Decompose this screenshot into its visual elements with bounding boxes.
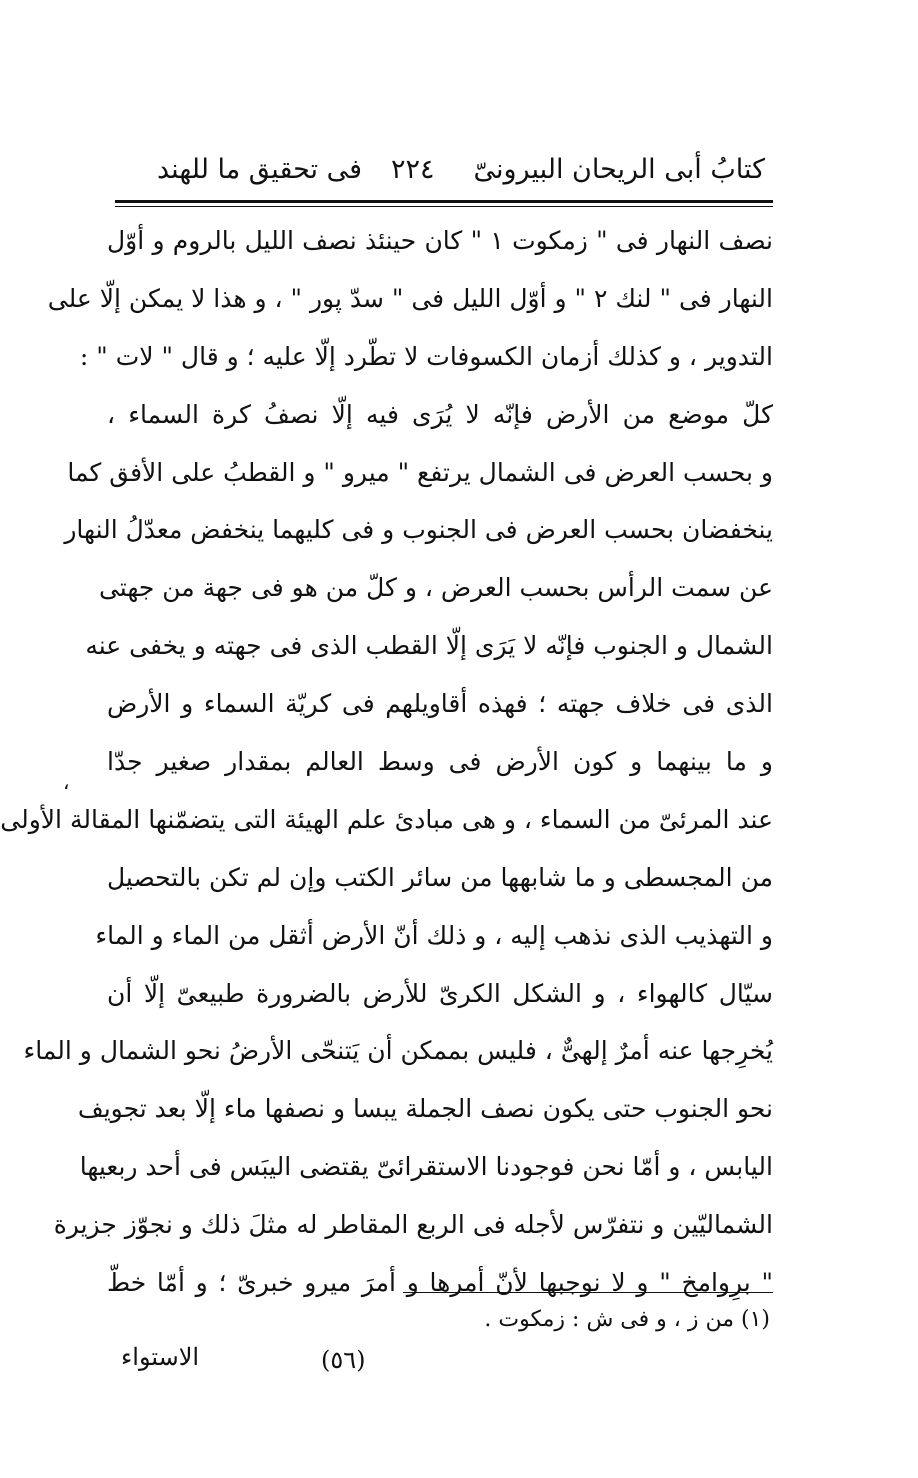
body-text — [0, 212, 774, 1312]
text-line: نحو الجنوب حتى يكون نصف الجملة يبسا و نصفها ماء إلّا بعد تجويف — [77, 1094, 773, 1124]
text-line: الشماليّين و نتفرّس لأجله فى الربع المقاطر له مثلَ ذلك و نجوّز جزيرة — [53, 1210, 773, 1240]
catchword: الاستواء — [121, 1343, 200, 1371]
text-line: يُخرِجها عنه أمرٌ إلهىٌّ ، فليس بممكن أن يَتنحّى الأرضُ نحو الشمال و الماء — [23, 1036, 773, 1066]
page-number: ٢٢٤ — [391, 154, 435, 185]
text-line: سيّال كالهواء ، و الشكل الكرىّ للأرض بالضرورة طبيعىّ إلّا أن — [107, 978, 773, 1008]
text-line: و ما بينهما و كون الأرض فى وسط العالم بمقدار صغير جدّا — [107, 747, 773, 777]
text-line: الشمال و الجنوب فإنّه لا يَرَى إلّا القطب الذى فى جهته و يخفى عنه — [85, 631, 773, 661]
text-line: و بحسب العرض فى الشمال يرتفع " ميرو " و القطبُ على الأفق كما — [67, 457, 773, 487]
signature-mark: (٥٦) — [321, 1346, 366, 1374]
text-line: نصف النهار فى " زمكوت ١ " كان حينئذ نصف الليل بالروم و أوّل — [107, 226, 774, 255]
text-line: عند المرئىّ من السماء ، و هى مبادئ علم الهيئة التى يتضمّنها المقالة الأولى — [0, 804, 773, 834]
text-line: الذى فى خلاف جهته ؛ فهذه أقاويلهم فى كريّة السماء و الأرض — [107, 689, 773, 719]
header-rule-thick — [115, 200, 773, 203]
text-line: " برِوامخ " و لا نوجبها لأنّ أمرها و أمرَ ميرو خبرىّ ؛ و أمّا خطّ — [107, 1268, 773, 1298]
text-line: ينخفضان بحسب العرض فى الجنوب و فى كليهما ينخفض معدّلُ النهار — [64, 515, 773, 545]
footnote: (١) من ز ، و فى ش : زمكوت . — [484, 1307, 770, 1332]
margin-mark: ، — [63, 770, 70, 794]
text-line: و التهذيب الذى نذهب إليه ، و ذلك أنّ الأرض أثقل من الماء و الماء — [95, 920, 773, 950]
text-line: من المجسطى و ما شابهها من سائر الكتب وإن لم تكن بالتحصيل — [107, 862, 773, 892]
text-line: اليابس ، و أمّا نحن فوجودنا الاستقرائىّ يقتضى اليبَس فى أحد ربعيها — [79, 1152, 773, 1182]
text-line: النهار فى " لنك ٢ " و أوّل الليل فى " سدّ پور " ، و هذا لا يمكن إلّا على — [47, 283, 773, 313]
running-subtitle: فى تحقيق ما للهند — [157, 154, 363, 185]
running-head — [121, 150, 773, 194]
header-rule-thin — [115, 206, 773, 207]
text-line: عن سمت الرأس بحسب العرض ، و كلّ من هو فى جهة من جهتى — [98, 573, 773, 603]
text-line: كلّ موضع من الأرض فإنّه لا يُرَى فيه إلّا نصفُ كرة السماء ، — [107, 399, 773, 429]
book-title: كتابُ أبى الريحان البيرونىّ — [473, 154, 765, 185]
footnote-rule — [403, 1292, 773, 1293]
text-line: التدوير ، و كذلك أزمان الكسوفات لا تطّرد إلّا عليه ؛ و قال " لات " : — [79, 341, 773, 371]
